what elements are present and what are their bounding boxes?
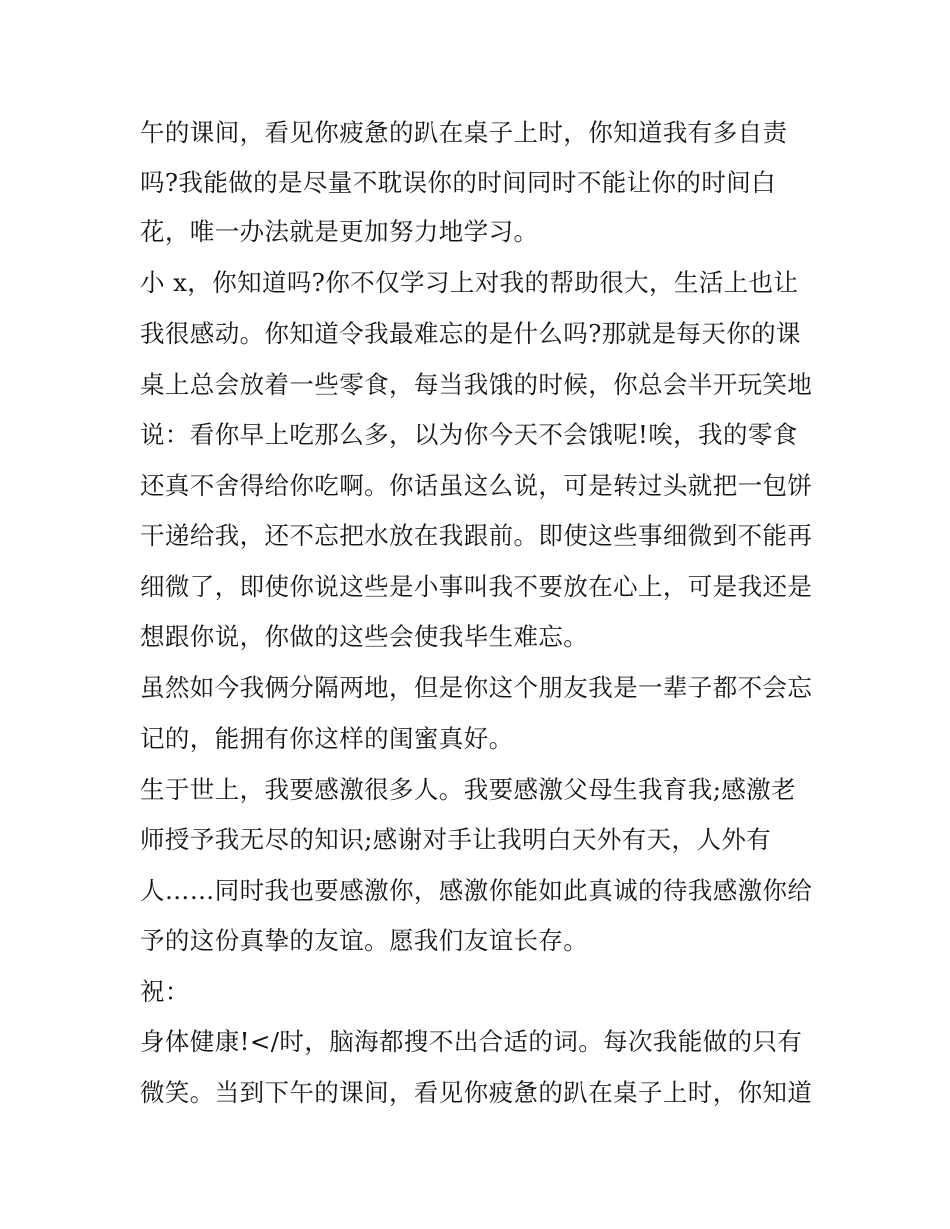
text-line: 人……同时我也要感激你，感激你能如此真诚的待我感激你给 — [140, 876, 813, 905]
text-line: 记的，能拥有你这样的闺蜜真好。 — [140, 724, 514, 753]
text-line: 我很感动。你知道令我最难忘的是什么吗?那就是每天你的课 — [140, 319, 801, 348]
text-line: 还真不舍得给你吃啊。你话虽这么说，可是转过头就把一包饼 — [140, 471, 813, 500]
text-line: 干递给我，还不忘把水放在我跟前。即使这些事细微到不能再 — [140, 521, 813, 550]
text-line: 微笑。当到下午的课间，看见你疲惫的趴在桌子上时，你知道 — [140, 1078, 813, 1107]
text-line: 师授予我无尽的知识;感谢对手让我明白天外有天，人外有 — [140, 825, 772, 854]
text-line: 吗?我能做的是尽量不耽误你的时间同时不能让你的时间白 — [140, 168, 777, 197]
text-line: 虽然如今我俩分隔两地，但是你这个朋友我是一辈子都不会忘 — [140, 673, 813, 702]
text-line: 桌上总会放着一些零食，每当我饿的时候，你总会半开玩笑地 — [140, 370, 813, 399]
text-line: 说：看你早上吃那么多，以为你今天不会饿呢!唉，我的零食 — [140, 420, 798, 449]
text-line: 身体健康!</时，脑海都搜不出合适的词。每次我能做的只有 — [140, 1027, 803, 1056]
text-line: 生于世上，我要感激很多人。我要感激父母生我育我;感激老 — [140, 775, 797, 804]
text-line: 祝： — [140, 977, 190, 1006]
text-line: 午的课间，看见你疲惫的趴在桌子上时，你知道我有多自责 — [140, 118, 788, 147]
text-line: 细微了，即使你说这些是小事叫我不要放在心上，可是我还是 — [140, 572, 813, 601]
text-line: 花，唯一办法就是更加努力地学习。 — [140, 217, 539, 246]
text-line: 想跟你说，你做的这些会使我毕生难忘。 — [140, 622, 589, 651]
text-line: 予的这份真挚的友谊。愿我们友谊长存。 — [140, 926, 589, 955]
text-line: 小 x，你知道吗?你不仅学习上对我的帮助很大，生活上也让 — [140, 268, 799, 297]
